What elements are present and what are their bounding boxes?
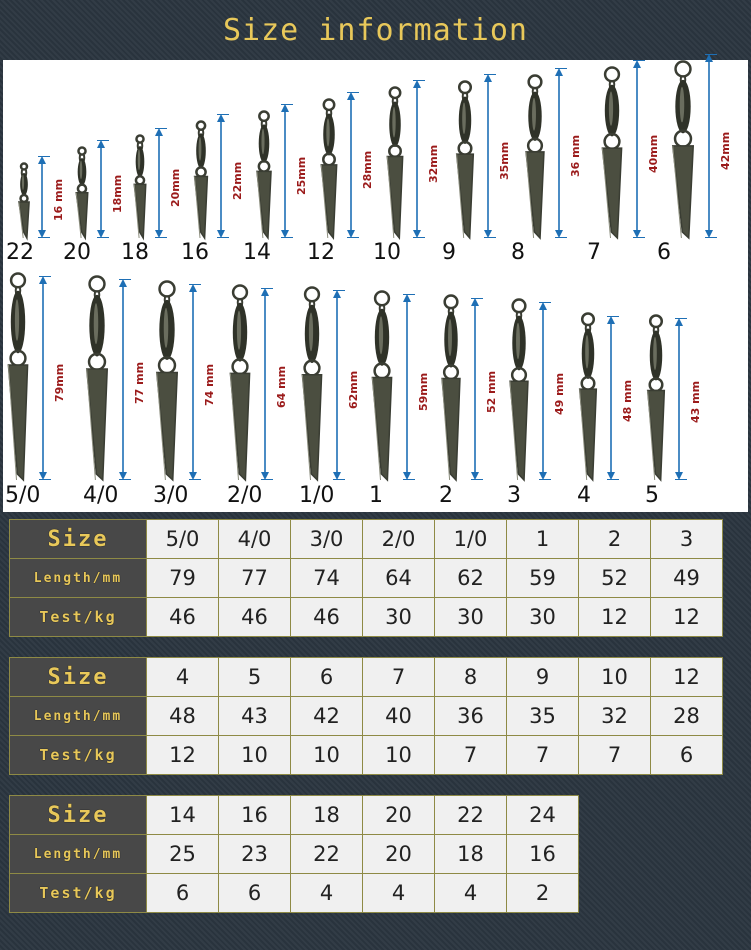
length-label: 36 mm xyxy=(569,134,582,177)
measure-arrow xyxy=(555,68,567,238)
test-row xyxy=(10,598,723,637)
size-value-cell: 5 xyxy=(219,658,291,697)
size-value-cell: 2 xyxy=(579,520,651,559)
size-label: 9 xyxy=(442,240,456,265)
size-value-cell: 7 xyxy=(363,658,435,697)
swivel-photo xyxy=(3,60,748,512)
length-label: 62mm xyxy=(347,370,360,409)
length-label: 77 mm xyxy=(133,361,146,404)
size-row xyxy=(10,796,579,835)
page-title: Size information xyxy=(223,12,528,48)
size-label: 2/0 xyxy=(227,483,263,508)
measure-arrow xyxy=(539,302,551,480)
size-value-cell: 8 xyxy=(435,658,507,697)
length-value-cell: 62 xyxy=(435,559,507,598)
length-value-cell: 32 xyxy=(579,697,651,736)
length-label: 16 mm xyxy=(52,178,65,221)
swivel-illustration xyxy=(253,110,275,238)
length-row xyxy=(10,697,723,736)
size-label: 6 xyxy=(657,240,671,265)
swivel-illustration xyxy=(383,86,407,238)
length-value-cell: 20 xyxy=(363,835,435,874)
length-value-cell: 16 xyxy=(507,835,579,874)
swivel-illustration xyxy=(151,280,183,480)
length-row xyxy=(10,835,579,874)
test-header-cell: Test/kg xyxy=(10,874,147,913)
length-header-cell: Length/mm xyxy=(10,835,147,874)
length-value-cell: 42 xyxy=(291,697,363,736)
length-value-cell: 18 xyxy=(435,835,507,874)
measure-arrow xyxy=(39,276,51,480)
length-value-cell: 40 xyxy=(363,697,435,736)
test-value-cell: 12 xyxy=(147,736,219,775)
swivel-illustration xyxy=(667,60,699,238)
length-value-cell: 52 xyxy=(579,559,651,598)
size-label: 1 xyxy=(369,483,383,508)
length-value-cell: 23 xyxy=(219,835,291,874)
size-label: 5 xyxy=(645,483,659,508)
test-value-cell: 7 xyxy=(579,736,651,775)
size-header-cell: Size xyxy=(10,520,147,559)
length-row xyxy=(10,559,723,598)
measure-arrow xyxy=(403,294,415,480)
size-label: 14 xyxy=(243,240,271,265)
test-value-cell: 6 xyxy=(147,874,219,913)
size-label: 20 xyxy=(63,240,91,265)
swivel-illustration xyxy=(81,275,113,480)
measure-arrow xyxy=(97,140,109,238)
swivel-illustration xyxy=(575,312,601,480)
swivel-illustration xyxy=(367,290,397,480)
length-value-cell: 79 xyxy=(147,559,219,598)
size-label: 12 xyxy=(307,240,335,265)
size-value-cell: 9 xyxy=(507,658,579,697)
size-value-cell: 4 xyxy=(147,658,219,697)
length-value-cell: 43 xyxy=(219,697,291,736)
size-value-cell: 4/0 xyxy=(219,520,291,559)
size-value-cell: 20 xyxy=(363,796,435,835)
size-label: 4 xyxy=(577,483,591,508)
test-value-cell: 7 xyxy=(435,736,507,775)
measure-arrow xyxy=(705,54,717,238)
swivel-illustration xyxy=(131,134,149,238)
swivel-illustration xyxy=(3,272,33,480)
swivel-illustration xyxy=(191,120,211,238)
test-value-cell: 4 xyxy=(435,874,507,913)
test-row xyxy=(10,736,723,775)
size-value-cell: 5/0 xyxy=(147,520,219,559)
test-value-cell: 6 xyxy=(651,736,723,775)
size-value-cell: 22 xyxy=(435,796,507,835)
size-label: 8 xyxy=(511,240,525,265)
title-bar xyxy=(0,0,751,60)
measure-arrow xyxy=(38,156,50,238)
length-label: 74 mm xyxy=(203,363,216,406)
size-value-cell: 10 xyxy=(579,658,651,697)
length-label: 18mm xyxy=(111,174,124,213)
length-label: 52 mm xyxy=(485,370,498,413)
size-table-1 xyxy=(9,519,723,637)
size-value-cell: 6 xyxy=(291,658,363,697)
test-value-cell: 46 xyxy=(291,598,363,637)
swivel-illustration xyxy=(597,66,627,238)
swivel-illustration xyxy=(437,294,465,480)
swivel-illustration xyxy=(297,286,327,480)
test-value-cell: 7 xyxy=(507,736,579,775)
length-label: 64 mm xyxy=(275,365,288,408)
size-table-2 xyxy=(9,657,723,775)
size-value-cell: 3 xyxy=(651,520,723,559)
size-value-cell: 3/0 xyxy=(291,520,363,559)
length-label: 42mm xyxy=(719,131,732,170)
size-label: 5/0 xyxy=(5,483,41,508)
test-value-cell: 30 xyxy=(363,598,435,637)
length-value-cell: 28 xyxy=(651,697,723,736)
test-value-cell: 4 xyxy=(291,874,363,913)
size-row xyxy=(10,658,723,697)
test-value-cell: 6 xyxy=(219,874,291,913)
measure-arrow xyxy=(333,290,345,480)
length-value-cell: 49 xyxy=(651,559,723,598)
measure-arrow xyxy=(155,128,167,238)
length-label: 32mm xyxy=(427,144,440,183)
measure-arrow xyxy=(281,104,293,238)
swivel-illustration xyxy=(16,162,32,238)
length-value-cell: 25 xyxy=(147,835,219,874)
swivel-illustration xyxy=(643,314,669,480)
length-label: 49 mm xyxy=(553,372,566,415)
swivel-illustration xyxy=(452,80,478,238)
size-header-cell: Size xyxy=(10,796,147,835)
size-header-cell: Size xyxy=(10,658,147,697)
length-value-cell: 74 xyxy=(291,559,363,598)
size-label: 18 xyxy=(121,240,149,265)
size-label: 10 xyxy=(373,240,401,265)
length-header-cell: Length/mm xyxy=(10,697,147,736)
length-label: 48 mm xyxy=(621,379,634,422)
measure-arrow xyxy=(347,92,359,238)
swivel-illustration xyxy=(225,284,255,480)
size-label: 16 xyxy=(181,240,209,265)
test-value-cell: 12 xyxy=(579,598,651,637)
size-table-3 xyxy=(9,795,579,913)
length-value-cell: 35 xyxy=(507,697,579,736)
measure-arrow xyxy=(119,279,131,480)
size-value-cell: 2/0 xyxy=(363,520,435,559)
test-value-cell: 46 xyxy=(219,598,291,637)
size-label: 2 xyxy=(439,483,453,508)
swivel-illustration xyxy=(73,146,91,238)
measure-arrow xyxy=(261,288,273,480)
size-label: 7 xyxy=(587,240,601,265)
measure-arrow xyxy=(607,316,619,480)
test-value-cell: 4 xyxy=(363,874,435,913)
length-value-cell: 22 xyxy=(291,835,363,874)
size-row xyxy=(10,520,723,559)
length-label: 40mm xyxy=(647,134,660,173)
length-value-cell: 77 xyxy=(219,559,291,598)
size-label: 3 xyxy=(507,483,521,508)
swivel-illustration xyxy=(505,298,533,480)
length-value-cell: 64 xyxy=(363,559,435,598)
test-header-cell: Test/kg xyxy=(10,736,147,775)
measure-arrow xyxy=(189,284,201,480)
length-label: 59mm xyxy=(417,372,430,411)
test-value-cell: 30 xyxy=(507,598,579,637)
swivel-illustration xyxy=(521,74,549,238)
size-label: 1/0 xyxy=(299,483,335,508)
size-value-cell: 16 xyxy=(219,796,291,835)
measure-arrow xyxy=(484,74,496,238)
measure-arrow xyxy=(217,114,229,238)
test-value-cell: 10 xyxy=(291,736,363,775)
length-header-cell: Length/mm xyxy=(10,559,147,598)
length-label: 79mm xyxy=(53,363,66,402)
size-value-cell: 18 xyxy=(291,796,363,835)
measure-arrow xyxy=(471,298,483,480)
size-value-cell: 1/0 xyxy=(435,520,507,559)
length-value-cell: 48 xyxy=(147,697,219,736)
test-value-cell: 46 xyxy=(147,598,219,637)
length-label: 25mm xyxy=(295,156,308,195)
size-label: 4/0 xyxy=(83,483,119,508)
length-value-cell: 36 xyxy=(435,697,507,736)
size-value-cell: 24 xyxy=(507,796,579,835)
test-value-cell: 30 xyxy=(435,598,507,637)
measure-arrow xyxy=(633,60,645,238)
size-value-cell: 14 xyxy=(147,796,219,835)
length-label: 22mm xyxy=(231,161,244,200)
test-header-cell: Test/kg xyxy=(10,598,147,637)
measure-arrow xyxy=(413,80,425,238)
size-value-cell: 12 xyxy=(651,658,723,697)
length-value-cell: 59 xyxy=(507,559,579,598)
test-value-cell: 10 xyxy=(363,736,435,775)
test-row xyxy=(10,874,579,913)
size-value-cell: 1 xyxy=(507,520,579,559)
test-value-cell: 12 xyxy=(651,598,723,637)
measure-arrow xyxy=(675,318,687,480)
test-value-cell: 2 xyxy=(507,874,579,913)
length-label: 43 mm xyxy=(689,380,702,423)
size-label: 22 xyxy=(6,240,34,265)
test-value-cell: 10 xyxy=(219,736,291,775)
length-label: 20mm xyxy=(169,168,182,207)
length-label: 28mm xyxy=(361,150,374,189)
swivel-illustration xyxy=(317,98,341,238)
length-label: 35mm xyxy=(498,141,511,180)
size-label: 3/0 xyxy=(153,483,189,508)
